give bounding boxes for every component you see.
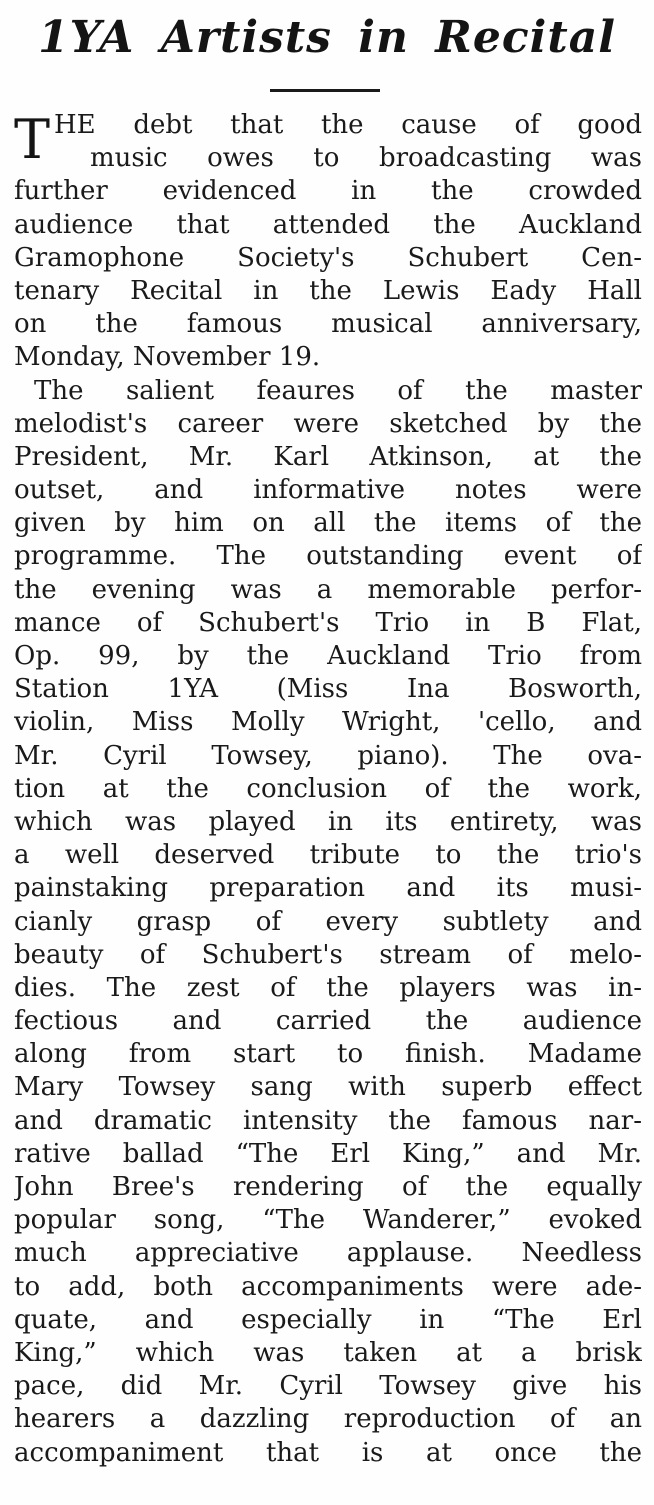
text-line: further evidenced in the crowded [14,176,642,207]
text-line: Op. 99, by the Auckland Trio from [14,641,642,671]
text-line: accompaniment that is at once the [14,1437,642,1468]
text-line: Mary Towsey sang with superb effect [14,1072,642,1103]
text-line: hearers a dazzling reproduction of an [14,1404,642,1435]
text-line: King,” which was taken at a brisk [14,1337,642,1368]
text-line: The salient feaures of the master [34,375,642,406]
article-headline: 1YA Artists in Recital [38,12,616,63]
text-line: mance of Schubert's Trio in B Flat, [14,607,642,638]
text-line: and dramatic intensity the famous nar- [14,1105,642,1136]
text-line: on the famous musical anniversary, [14,309,642,340]
text-line: quate, and especially in “The Erl [14,1304,642,1335]
text-line: violin, Miss Molly Wright, 'cello, and [14,707,642,738]
text-line: fectious and carried the audience [14,1006,642,1037]
text-line: programme. The outstanding event of [14,541,642,572]
text-line: melodist's career were sketched by the [14,408,642,439]
text-line: Monday, November 19. [14,342,321,373]
text-line: tion at the conclusion of the work, [14,773,642,804]
headline-rule [270,89,380,92]
text-line: Station 1YA (Miss Ina Bosworth, [14,674,642,705]
paragraph-list [14,142,642,1470]
text-line: John Bree's rendering of the equally [14,1172,642,1202]
text-line: rative ballad “The Erl King,” and Mr. [14,1138,642,1169]
text-line: audience that attended the Auckland [14,209,642,240]
text-line: beauty of Schubert's stream of melo- [14,939,642,970]
article-body [14,109,642,1470]
text-line: popular song, “The Wanderer,” evoked [14,1205,642,1236]
text-line: outset, and informative notes were [14,475,642,506]
drop-cap: T [14,108,51,171]
text-line: Mr. Cyril Towsey, piano). The ova- [14,740,642,771]
text-line: tenary Recital in the Lewis Eady Hall [14,275,642,306]
text-line: along from start to finish. Madame [14,1039,642,1070]
text-line: the evening was a memorable perfor- [14,574,642,605]
text-line: dies. The zest of the players was in- [14,972,642,1003]
text-line: cianly grasp of every subtlety and [14,906,642,937]
text-line: to add, both accompaniments were ade- [14,1271,642,1302]
text-line: President, Mr. Karl Atkinson, at the [14,441,642,472]
text-line: much appreciative applause. Needless [14,1238,642,1269]
text-line: given by him on all the items of the [14,508,642,539]
first-line: HE debt that the cause of good [54,110,642,140]
text-line: Gramophone Society's Schubert Cen- [14,242,642,273]
text-line: which was played in its entirety, was [14,806,642,837]
text-line: a well deserved tribute to the trio's [14,840,642,871]
text-line: pace, did Mr. Cyril Towsey give his [14,1371,642,1402]
paragraph [14,142,642,374]
text-line: music owes to broadcasting was [90,143,642,174]
paragraph [14,375,642,1470]
text-line: painstaking preparation and its musi- [14,873,642,904]
